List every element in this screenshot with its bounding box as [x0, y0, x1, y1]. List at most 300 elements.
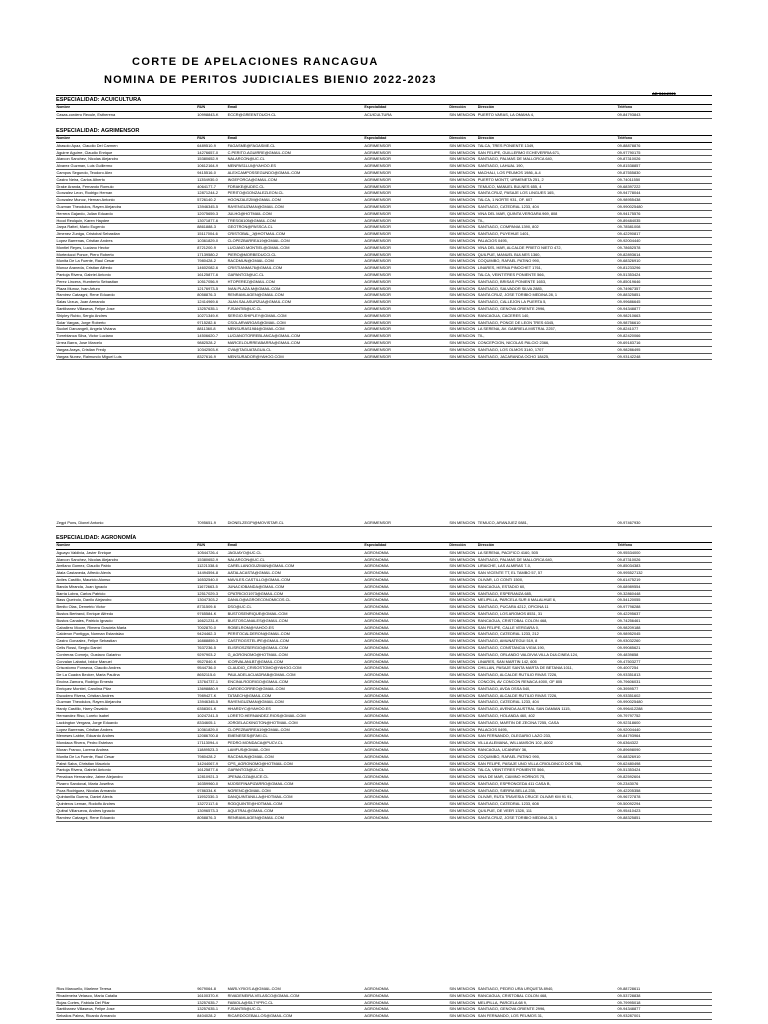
cell-phone: 09-88325851: [617, 292, 641, 298]
table-row: [56, 313, 712, 320]
cell-name: Salas Urzua, Juan Armando: [56, 299, 105, 305]
cell-run: 7637236-5: [197, 644, 216, 650]
cell-mention: SIN MENCION: [449, 176, 476, 182]
cell-run: 13946345-5: [197, 699, 219, 705]
cell-run: 14506620-7: [197, 333, 219, 339]
cell-name: Calderon Pontigga, Norman Estanislao: [56, 631, 124, 637]
table-row: [56, 326, 712, 333]
cell-email: RAYENGUZMAN@GMAIL.COM: [227, 203, 284, 209]
cell-email: RENRAMLAGEN@GMAIL.COM: [227, 292, 284, 298]
cell-mention: SIN MENCION: [449, 794, 476, 800]
cell-phone: 09-94175576: [617, 210, 641, 216]
cell-mention: SIN MENCION: [449, 665, 476, 671]
cell-phone: 09-85019646: [617, 278, 641, 284]
cell-run: 10271349-K: [197, 312, 219, 318]
cell-address: SANTIAGO, CALLEJON LA PUERTA 5,: [477, 299, 547, 305]
cell-name: Rios Marcuello, Marlene Teresa: [56, 986, 112, 991]
cell-mention: SIN MENCION: [449, 760, 476, 766]
cell-phone: 09-87310026: [617, 556, 641, 562]
cell-address: SANTIAGO, BRISAS PONIENTE 1653,: [477, 278, 547, 284]
table-row: [56, 218, 712, 225]
cell-phone: 09-74011550: [617, 176, 641, 182]
column-header-phone: Teléfono: [617, 105, 633, 109]
section-title: ESPECIALIDAD: ACUICULTURA: [56, 97, 142, 103]
cell-name: Quitral Villanueva, Andres Ignacio: [56, 808, 115, 814]
cell-name: Rivadeneira Velasco, Maria Catalia: [56, 992, 118, 998]
cell-specialty: ACUICULTURA: [364, 111, 392, 117]
cell-email: PEDRO.MONDACA@PUCV.CL: [227, 740, 283, 746]
cell-address: TALCA, VEINTITRES PONIENTE 566,: [477, 767, 545, 773]
cell-run: 9527840-K: [197, 658, 217, 664]
cell-run: 15380652-9: [197, 156, 219, 162]
table-row: [56, 231, 712, 238]
cell-specialty: AGRONOMIA: [364, 563, 389, 569]
cell-phone: 09-996412288: [617, 706, 643, 712]
cell-run: 9544736-0: [197, 665, 216, 671]
cell-mention: SIN MENCION: [449, 801, 476, 807]
cell-run: 17113094-4: [197, 740, 218, 746]
table-row: [56, 808, 712, 815]
cell-specialty: AGRIMENSOR: [364, 142, 391, 148]
cell-mention: SIN MENCION: [449, 1006, 476, 1012]
cell-name: Poza Rodriguez, Nicolas Armando: [56, 787, 116, 793]
cell-mention: SIN MENCION: [449, 271, 476, 277]
cell-name: Quintanilla Guerra, Daniel Alexis: [56, 794, 113, 800]
cell-mention: SIN MENCION: [449, 258, 476, 264]
cell-name: Castro Neira, Carlos Alberto: [56, 176, 105, 182]
cell-email: ALEXCAMPOSSEGUNDO@GMAIL.COM: [227, 169, 301, 175]
section-agrimensor: [56, 128, 712, 360]
cell-run: 9297903-2: [197, 651, 216, 657]
cell-specialty: AGRONOMIA: [364, 753, 389, 759]
cell-run: 14602082-6: [197, 265, 219, 271]
cell-name: Pizarro Sandoval, Maria Josefina: [56, 780, 114, 786]
cell-email: JPENALOZA@UCE.CL: [227, 774, 269, 780]
cell-mention: SIN MENCION: [449, 251, 476, 257]
cell-run: 7095651-9: [197, 520, 216, 525]
table-row: [56, 224, 712, 231]
cell-mention: SIN MENCION: [449, 726, 476, 732]
cell-mention: SIN MENCION: [449, 617, 476, 623]
cell-email: FDRAKE@UDEC.CL: [227, 183, 265, 189]
cell-email: MENPAS1LUI@YAHOO.ES: [227, 163, 276, 169]
cell-phone: 09-88325851: [617, 814, 641, 820]
cell-name: Lackington Vergara, Jorge Eduardo: [56, 719, 118, 725]
cell-run: 10612164-9: [197, 163, 219, 169]
cell-specialty: AGRONOMIA: [364, 726, 389, 732]
cell-phone: 09-68326910: [617, 258, 641, 264]
table-row: [56, 815, 712, 822]
cell-mention: SIN MENCION: [449, 699, 476, 705]
cell-mention: SIN MENCION: [449, 156, 476, 162]
column-header-run: RUN: [197, 136, 206, 140]
cell-specialty: AGRONOMIA: [364, 604, 389, 610]
cell-run: 12075659-3: [197, 210, 219, 216]
cell-name: Campos Segundo, Teodoro Alex: [56, 169, 113, 175]
cell-specialty: AGRIMENSOR: [364, 346, 391, 352]
cell-phone: 09-2343076: [617, 780, 639, 786]
cell-address: PUERTO MONTT, URMENETA 251, 2: [477, 176, 544, 182]
cell-address: MELIPILLA, PARCELA SUR 8 MALALHUE 6,: [477, 597, 557, 603]
cell-phone: 09-81538857: [617, 163, 641, 169]
cell-address: SAN FELIPE, CALLE VERGARA 0,: [477, 624, 539, 630]
cell-address: CONCEPCION, NICOLAS PALCIO 2366,: [477, 339, 550, 345]
cell-mention: SIN MENCION: [449, 767, 476, 773]
cell-phone: 09-93287001: [617, 1013, 641, 1019]
cell-phone: 09-51353424: [617, 767, 641, 773]
cell-phone: 09-6364322: [617, 740, 639, 746]
cell-specialty: AGRONOMIA: [364, 658, 389, 664]
cell-name: Barria Lobra, Carlos Patricio: [56, 590, 106, 596]
cell-run: 7002870-0: [197, 624, 216, 630]
cell-specialty: AGRIMENSOR: [364, 197, 391, 203]
cell-address: SANTIAGO, CATEDRAL 1233, 212: [477, 631, 539, 637]
cell-address: MELIPILLA, PARCELA 68 9,: [477, 999, 527, 1005]
cell-mention: SIN MENCION: [449, 999, 476, 1005]
top-rule: [56, 95, 712, 96]
table-row: [56, 652, 712, 659]
cell-run: 9765584-K: [197, 610, 217, 616]
cell-email: CRISTOBAL_J@HOTMAIL.COM: [227, 231, 286, 237]
table-row: [56, 163, 712, 170]
cell-phone: 09-98955438: [617, 197, 641, 203]
cell-address: SANTIAGO, AVDA OSSA 540,: [477, 685, 531, 691]
cell-name: Moran Franco, Lorena Andrea: [56, 746, 109, 752]
cell-address: SANTIAGO, JACARANDA OCHO 18425,: [477, 353, 550, 359]
cell-name: Crisostomo Fonseca, Claudio Andres: [56, 665, 121, 671]
table-row: [56, 177, 712, 184]
cell-specialty: AGRIMENSOR: [364, 285, 391, 291]
column-header-address: Dirección: [477, 543, 495, 547]
cell-mention: SIN MENCION: [449, 753, 476, 759]
cell-mention: SIN MENCION: [449, 597, 476, 603]
cell-mention: SIN MENCION: [449, 610, 476, 616]
cell-name: Sebalios Palma, Ricardo Armando: [56, 1013, 116, 1019]
cell-email: SERGIO.SHIPLEY@GMAIL.COM: [227, 312, 287, 318]
cell-email: LORETO.HERNANDEZ.RIOS@GMAIL.COM: [227, 712, 306, 718]
cell-specialty: AGRONOMIA: [364, 780, 389, 786]
cell-email: MENSURAS1984@GMAIL.COM: [227, 326, 285, 332]
cell-run: 16532540-0: [197, 576, 219, 582]
cell-specialty: AGRONOMIA: [364, 583, 389, 589]
cell-specialty: AGRIMENSOR: [364, 203, 391, 209]
cell-email: MAVILES.CASTILLO@GMAIL.COM: [227, 576, 291, 582]
cell-name: Atala Castaneda, Alfredo Alexis: [56, 570, 111, 576]
cell-address: LIRAICHE, LAS ALMIRAS 7-0,: [477, 563, 531, 569]
cell-mention: SIN MENCION: [449, 142, 476, 148]
cell-specialty: AGRONOMIA: [364, 651, 389, 657]
cell-phone: 09-97798288: [617, 604, 641, 610]
cell-address: COQUIMBO, RAFAEL PATINO 990,: [477, 753, 540, 759]
table-row: [56, 211, 712, 218]
cell-name: Bustos Canales, Patricio Ignacio: [56, 617, 113, 623]
cell-email: ELISROSZSERGIO@GMAIL.COM: [227, 644, 289, 650]
cell-name: Vargas Araya, Cristian Fredy: [56, 346, 106, 352]
cell-email: BUSTOSCANALES@GMAIL.COM: [227, 617, 288, 623]
cell-name: Munita De La Fuente, Raul Cesar: [56, 258, 115, 264]
cell-email: HGONZALEZM@GMAIL.COM: [227, 197, 281, 203]
cell-email: NGRENC@GMAIL.COM: [227, 787, 271, 793]
cell-phone: 09-51353424: [617, 271, 641, 277]
cell-mention: SIN MENCION: [449, 312, 476, 318]
cell-email: FABIOLA@SILTYPFIC.CL: [227, 999, 274, 1005]
cell-email: JULHG@HOTMAIL.COM: [227, 210, 272, 216]
cell-mention: SIN MENCION: [449, 217, 476, 223]
cell-specialty: AGRONOMIA: [364, 597, 389, 603]
cell-run: 13071877-6: [197, 217, 219, 223]
cell-phone: 09-97790175: [617, 149, 641, 155]
section-acuicultura: [56, 97, 712, 119]
table-row: [56, 672, 712, 679]
table-row: [56, 761, 712, 768]
column-header-name: Nombre: [56, 136, 71, 140]
cell-name: Lopez Barrenas, Cristian Andres: [56, 237, 113, 243]
cell-specialty: AGRONOMIA: [364, 712, 389, 718]
table-row: [56, 584, 712, 591]
cell-email: CVA@TAGUATAGUA.CL: [227, 346, 272, 352]
column-header-name: Nombre: [56, 105, 71, 109]
cell-specialty: AGRONOMIA: [364, 549, 389, 555]
cell-phone: 09-98209188: [617, 624, 641, 630]
cell-name: Mondaca Rivera, Pedro Esteban: [56, 740, 113, 746]
cell-phone: 09-42205358: [617, 787, 641, 793]
column-header-specialty: Especialidad: [364, 543, 387, 547]
cell-mention: SIN MENCION: [449, 658, 476, 664]
cell-name: Ramirez Catzagni, Rene Eduardo: [56, 292, 115, 298]
section-agrimensor-continued: [56, 520, 712, 527]
cell-specialty: AGRONOMIA: [364, 808, 389, 814]
cell-run: 6489510-9: [197, 142, 216, 148]
table-header: [56, 135, 712, 143]
cell-specialty: AGRONOMIA: [364, 733, 389, 739]
cell-mention: SIN MENCION: [449, 111, 476, 117]
cell-email: AQUITRAL@GMAIL.COM: [227, 808, 274, 814]
cell-specialty: AGRONOMIA: [364, 556, 389, 562]
cell-specialty: AGRONOMIA: [364, 570, 389, 576]
column-header-name: Nombre: [56, 543, 71, 547]
table-row: [56, 591, 712, 598]
cell-name: Alvarez Guzman, Luis Guillermo: [56, 163, 113, 169]
cell-phone: 09-93351813: [617, 672, 641, 678]
table-row: [56, 1013, 712, 1020]
cell-email: MJOSEFINAPIZARRO@GMAIL.COM: [227, 780, 294, 786]
cell-phone: 09-4839858: [617, 651, 639, 657]
cell-phone: 09-84793964: [617, 733, 641, 739]
cell-address: SAN FERNANDO, OLEGARIO LAZO 233,: [477, 733, 552, 739]
cell-email: MARLY.RIOS.A@GMAIL.COM: [227, 986, 281, 991]
table-row: [56, 699, 712, 706]
cell-address: SANTIAGO, GENOVA ORIENTE 2996,: [477, 1006, 546, 1012]
cell-phone: 09-74256461: [617, 617, 641, 623]
table-row: [56, 156, 712, 163]
table-row: [56, 733, 712, 740]
cell-phone: 09-94348877: [617, 305, 641, 311]
column-header-email: Email: [227, 136, 238, 140]
cell-address: SANTIAGO, AMUNATEGUI 519, 8: [477, 638, 538, 644]
cell-phone: 09-98286495: [617, 346, 641, 352]
cell-address: OLIVAR, LO CONTI 1500,: [477, 576, 524, 582]
cell-specialty: AGRIMENSOR: [364, 244, 391, 250]
cell-specialty: AGRIMENSOR: [364, 169, 391, 175]
cell-mention: SIN MENCION: [449, 733, 476, 739]
cell-specialty: AGRONOMIA: [364, 767, 389, 773]
cell-run: 10342503-K: [197, 346, 219, 352]
cell-run: 13047303-2: [197, 597, 219, 603]
cell-mention: SIN MENCION: [449, 576, 476, 582]
cell-run: 16888859-3: [197, 638, 219, 644]
cell-specialty: AGRONOMIA: [364, 576, 389, 582]
cell-email: INGEFORCA@GMAIL.COM: [227, 176, 277, 182]
cell-specialty: AGRIMENSOR: [364, 353, 391, 359]
cell-specialty: AGRONOMIA: [364, 678, 389, 684]
cell-address: LA SERENA, PACIFICO 4160, 505: [477, 549, 539, 555]
cell-name: Encina Zamora, Rodrigo Ernesto: [56, 678, 114, 684]
cell-specialty: AGRONOMIA: [364, 699, 389, 705]
cell-phone: 09-990025480: [617, 203, 643, 209]
table-row: [56, 557, 712, 564]
cell-email: JUNACIOBANDA@GMAIL.COM: [227, 583, 285, 589]
table-row: [56, 286, 712, 293]
cell-email: PERITOCALDERON@GMAIL.COM: [227, 631, 290, 637]
cell-mention: SIN MENCION: [449, 678, 476, 684]
table-row: [56, 754, 712, 761]
cell-phone: 09-78652578: [617, 244, 641, 250]
cell-phone: 09-88728611: [617, 986, 641, 991]
cell-mention: SIN MENCION: [449, 149, 476, 155]
cell-specialty: AGRIMENSOR: [364, 156, 391, 162]
cell-phone: 09-85034383: [617, 563, 641, 569]
section-agronomia: [56, 535, 712, 822]
table-row: [56, 638, 712, 645]
cell-phone: 09-98756610: [617, 319, 641, 325]
cell-phone: 09-99686645: [617, 299, 641, 305]
cell-specialty: AGRIMENSOR: [364, 183, 391, 189]
cell-address: SANTA CRUZ, JOSE TORIBIO MEDINA 28, 1: [477, 814, 558, 820]
cell-run: 13272117-6: [197, 801, 218, 807]
cell-name: Escudero Rivera, Cristian Andres: [56, 692, 114, 698]
cell-email: RIVADENEIRA.VELASCO@GMAIL.COM: [227, 992, 300, 998]
cell-mention: SIN MENCION: [449, 556, 476, 562]
cell-name: De La Cuadra Becker, Maria Paulina: [56, 672, 120, 678]
cell-email: FAGASME@FAGASME.CL: [227, 142, 276, 148]
cell-email: CARELLANOGUZMAN@GMAIL.COM: [227, 563, 295, 569]
cell-email: JORGELACKINGTON@HOTMAIL.COM: [227, 719, 298, 725]
cell-mention: SIN MENCION: [449, 169, 476, 175]
cell-phone: 09-92004440: [617, 726, 641, 732]
column-header-email: Email: [227, 105, 238, 109]
table-row: [56, 611, 712, 618]
cell-email: CPS_AGRONOMO@HOTMAIL.COM: [227, 760, 293, 766]
cell-name: Pantoja Rivera, Gabriel Antonio: [56, 767, 111, 773]
cell-name: Castro Gonzalez, Felipe Sebastian: [56, 638, 117, 644]
cell-address: VINA DE MAR, CAMINO HORNOS 75,: [477, 774, 546, 780]
cell-run: 8731509-6: [197, 604, 216, 610]
cell-run: 15117004-6: [197, 231, 218, 237]
cell-specialty: AGRONOMIA: [364, 644, 389, 650]
column-header-specialty: Especialidad: [364, 136, 387, 140]
cell-run: 12810921-3: [197, 774, 219, 780]
cell-specialty: AGRONOMIA: [364, 590, 389, 596]
cell-run: 14276657-0: [197, 149, 219, 155]
table-row: [56, 597, 712, 604]
cell-name: Lopez Barrenas, Cristian Andres: [56, 726, 113, 732]
table-row: [56, 686, 712, 693]
cell-mention: SIN MENCION: [449, 237, 476, 243]
cell-mention: SIN MENCION: [449, 808, 476, 814]
cell-name: Caballero Moore, Rimera Graciela Maria: [56, 624, 127, 630]
cell-mention: SIN MENCION: [449, 651, 476, 657]
cell-run: 7989427-K: [197, 692, 217, 698]
cell-phone: 09-96727878: [617, 794, 641, 800]
cell-mention: SIN MENCION: [449, 292, 476, 298]
cell-run: 10247241-5: [197, 712, 219, 718]
cell-run: 15380652-9: [197, 556, 219, 562]
cell-address: SAN FELIPE, GUILLERMO ECHEVERRIA 671,: [477, 149, 561, 155]
cell-specialty: AGRIMENSOR: [364, 271, 391, 277]
table-row: [56, 299, 712, 306]
cell-name: Hood Reolquin, Karen Haydee: [56, 217, 110, 223]
cell-specialty: AGRONOMIA: [364, 692, 389, 698]
cell-run: 4064177-7: [197, 183, 216, 189]
cell-email: RICARDOCEBALLOS@GMAIL.COM: [227, 1013, 293, 1019]
table-row: [56, 693, 712, 700]
cell-phone: 09-32860448: [617, 590, 641, 596]
cell-specialty: AGRIMENSOR: [364, 319, 391, 325]
cell-phone: 09-68989554: [617, 583, 641, 589]
cell-specialty: AGRONOMIA: [364, 787, 389, 793]
cell-address: TALCA, TRES PONIENTE 1349,: [477, 142, 535, 148]
cell-address: SAN VICENTE TT, EL TAMBO 57, 57: [477, 570, 543, 576]
cell-specialty: AGRIMENSOR: [364, 258, 391, 264]
cell-mention: SIN MENCION: [449, 333, 476, 339]
cell-address: SANTA CRUZ, JOSE TORIBIO MEDINA 28, 1: [477, 292, 558, 298]
cell-email: LAMFUS@GMAIL.COM: [227, 746, 270, 752]
cell-address: CONCON, AV CONCON RENACA 4000, OF 805: [477, 678, 563, 684]
cell-address: PUERTO VARAS, LA OMAHA 4,: [477, 111, 534, 117]
table-row: [56, 333, 712, 340]
cell-specialty: AGRIMENSOR: [364, 520, 391, 525]
cell-run: 14494594-8: [197, 570, 219, 576]
cell-specialty: AGRIMENSOR: [364, 149, 391, 155]
table-row: [56, 720, 712, 727]
cell-phone: 09-61475219: [617, 576, 641, 582]
cell-phone: 09-68397222: [617, 183, 641, 189]
cell-address: VINA DEL MAR, QUINTA VERGARA 969, 808: [477, 210, 558, 216]
cell-name: Guzman Theodulos, Rayen Alejandra: [56, 203, 122, 209]
cell-specialty: AGRIMENSOR: [364, 326, 391, 332]
cell-email: CLOPEZBARREA19@GMAIL.COM: [227, 237, 290, 243]
cell-run: 12086700-8: [197, 733, 219, 739]
cell-name: Pantoja Rivera, Gabriel Antonio: [56, 271, 111, 277]
cell-email: MENSURADOR@YAHOO.COM: [227, 353, 284, 359]
cell-address: SAN FERNANDO, LOS PEUMOS 31,: [477, 1013, 544, 1019]
cell-mention: SIN MENCION: [449, 590, 476, 596]
cell-phone: 09-68326910: [617, 753, 641, 759]
table-row: [56, 258, 712, 265]
table-row: [56, 204, 712, 211]
cell-mention: SIN MENCION: [449, 231, 476, 237]
cell-phone: 09-4007254: [617, 665, 639, 671]
table-row: [56, 577, 712, 584]
cell-address: SANTIAGO, CONSTANCIA VIGIA 190,: [477, 644, 545, 650]
cell-specialty: AGRONOMIA: [364, 610, 389, 616]
cell-address: VINA DEL MAR, ALCALDE PRIETO NIETO 472,: [477, 244, 562, 250]
cell-email: PIERO@MORBEDUCCI.CL: [227, 251, 277, 257]
cell-specialty: AGRIMENSOR: [364, 339, 391, 345]
table-row: [56, 631, 712, 638]
cell-run: 13257635-1: [197, 305, 219, 311]
cell-mention: SIN MENCION: [449, 685, 476, 691]
